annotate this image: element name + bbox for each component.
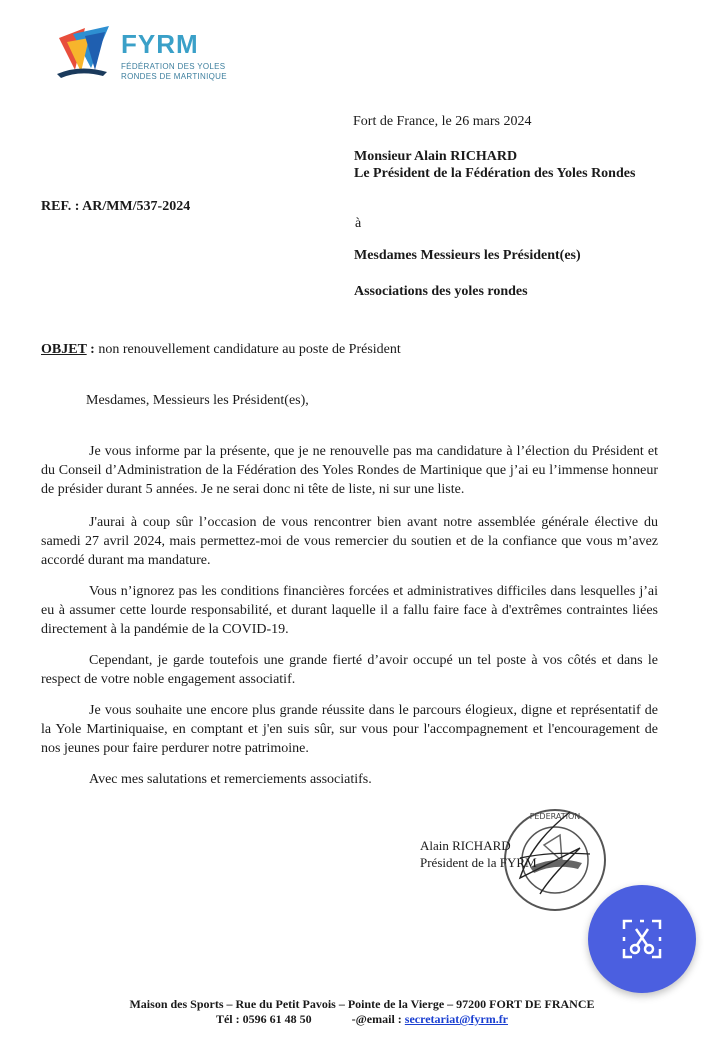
svg-text:FEDERATION: FEDERATION [529, 812, 581, 821]
paragraph-1 [41, 442, 658, 499]
footer-email-label: -@email : [351, 1012, 405, 1026]
logo-subtitle: FÉDÉRATION DES YOLES RONDES DE MARTINIQUE [121, 62, 227, 81]
footer-email-link[interactable]: secretariat@fyrm.fr [404, 1012, 509, 1026]
place-date: Fort de France, le 26 mars 2024 [353, 114, 532, 129]
paragraph-text: Je vous souhaite une encore plus grande réussite dans le parcours élogieux, digne et représentatif de la Yole Martiniquaise, en comptant et j'en suis sûr, sur vous pour l'accompagnement et l'encouragement de nos jeunes pour faire perdurer notre patrimoine. [41, 703, 658, 756]
salutation: Mesdames, Messieurs les Président(es), [86, 393, 309, 408]
sender-name: Monsieur Alain RICHARD [354, 149, 518, 164]
signature-title: Président de la FYRM [420, 855, 537, 870]
object-separator: : [86, 342, 99, 357]
object-line [41, 342, 401, 358]
paragraph-text: Cependant, je garde toutefois une grande fierté d’avoir occupé un tel poste à vos côtés et dans le respect de votre noble engagement associatif. [41, 653, 658, 687]
paragraph-text: Je vous informe par la présente, que je ne renouvelle pas ma candidature à l’élection du Président et du Conseil d’Administration de la Fédération des Yoles Rondes de Martinique que j’ai eu l’immense honneur de présider durant 5 années. Je ne serai donc ni tête de liste, ni sur une liste. [41, 444, 658, 497]
fyrm-logo [55, 24, 235, 84]
handwritten-signature [510, 808, 600, 898]
object-label: OBJET [41, 342, 87, 357]
paragraph-2 [41, 513, 658, 570]
signature-name: Alain RICHARD [420, 838, 511, 853]
screenshot-edit-button[interactable] [588, 885, 696, 993]
paragraph-text: J'aurai à coup sûr l’occasion de vous rencontrer bien avant notre assemblée générale élective du samedi 27 avril 2024, mais permettez-moi de vous remercier du soutien et de la confiance que vous m’avez accordé durant ma mandature. [41, 515, 658, 568]
sender-title: Le Président de la Fédération des Yoles Rondes [354, 166, 636, 181]
footer-phone: Tél : 0596 61 48 50 [215, 1012, 312, 1026]
screenshot-scissors-icon [618, 915, 666, 963]
recipient-line-1: Mesdames Messieurs les Président(es) [354, 248, 581, 263]
paragraph-text: Avec mes salutations et remerciements associatifs. [89, 772, 372, 787]
paragraph-text: Vous n’ignorez pas les conditions financières forcées et administratives difficiles dans lesquelles j’ai eu à assumer cette lourde responsabilité, et durant laquelle il a fallu faire face à d'extrêmes contraintes liées directement à la pandémie de la COVID-19. [41, 584, 658, 637]
object-text: non renouvellement candidature au poste de Président [98, 342, 401, 357]
reference: REF. : AR/MM/537-2024 [41, 199, 191, 214]
closing [41, 770, 658, 789]
paragraph-5 [41, 701, 658, 758]
recipient-line-2: Associations des yoles rondes [354, 284, 528, 299]
sail-logo-icon [55, 24, 115, 82]
footer-address: Maison des Sports – Rue du Petit Pavois – Pointe de la Vierge – 97200 FORT DE FRANCE [129, 997, 595, 1011]
paragraph-3 [41, 582, 658, 639]
logo-name: FYRM [121, 29, 199, 59]
paragraph-4 [41, 651, 658, 689]
footer-contact [0, 1012, 724, 1027]
to-word: à [355, 216, 362, 231]
